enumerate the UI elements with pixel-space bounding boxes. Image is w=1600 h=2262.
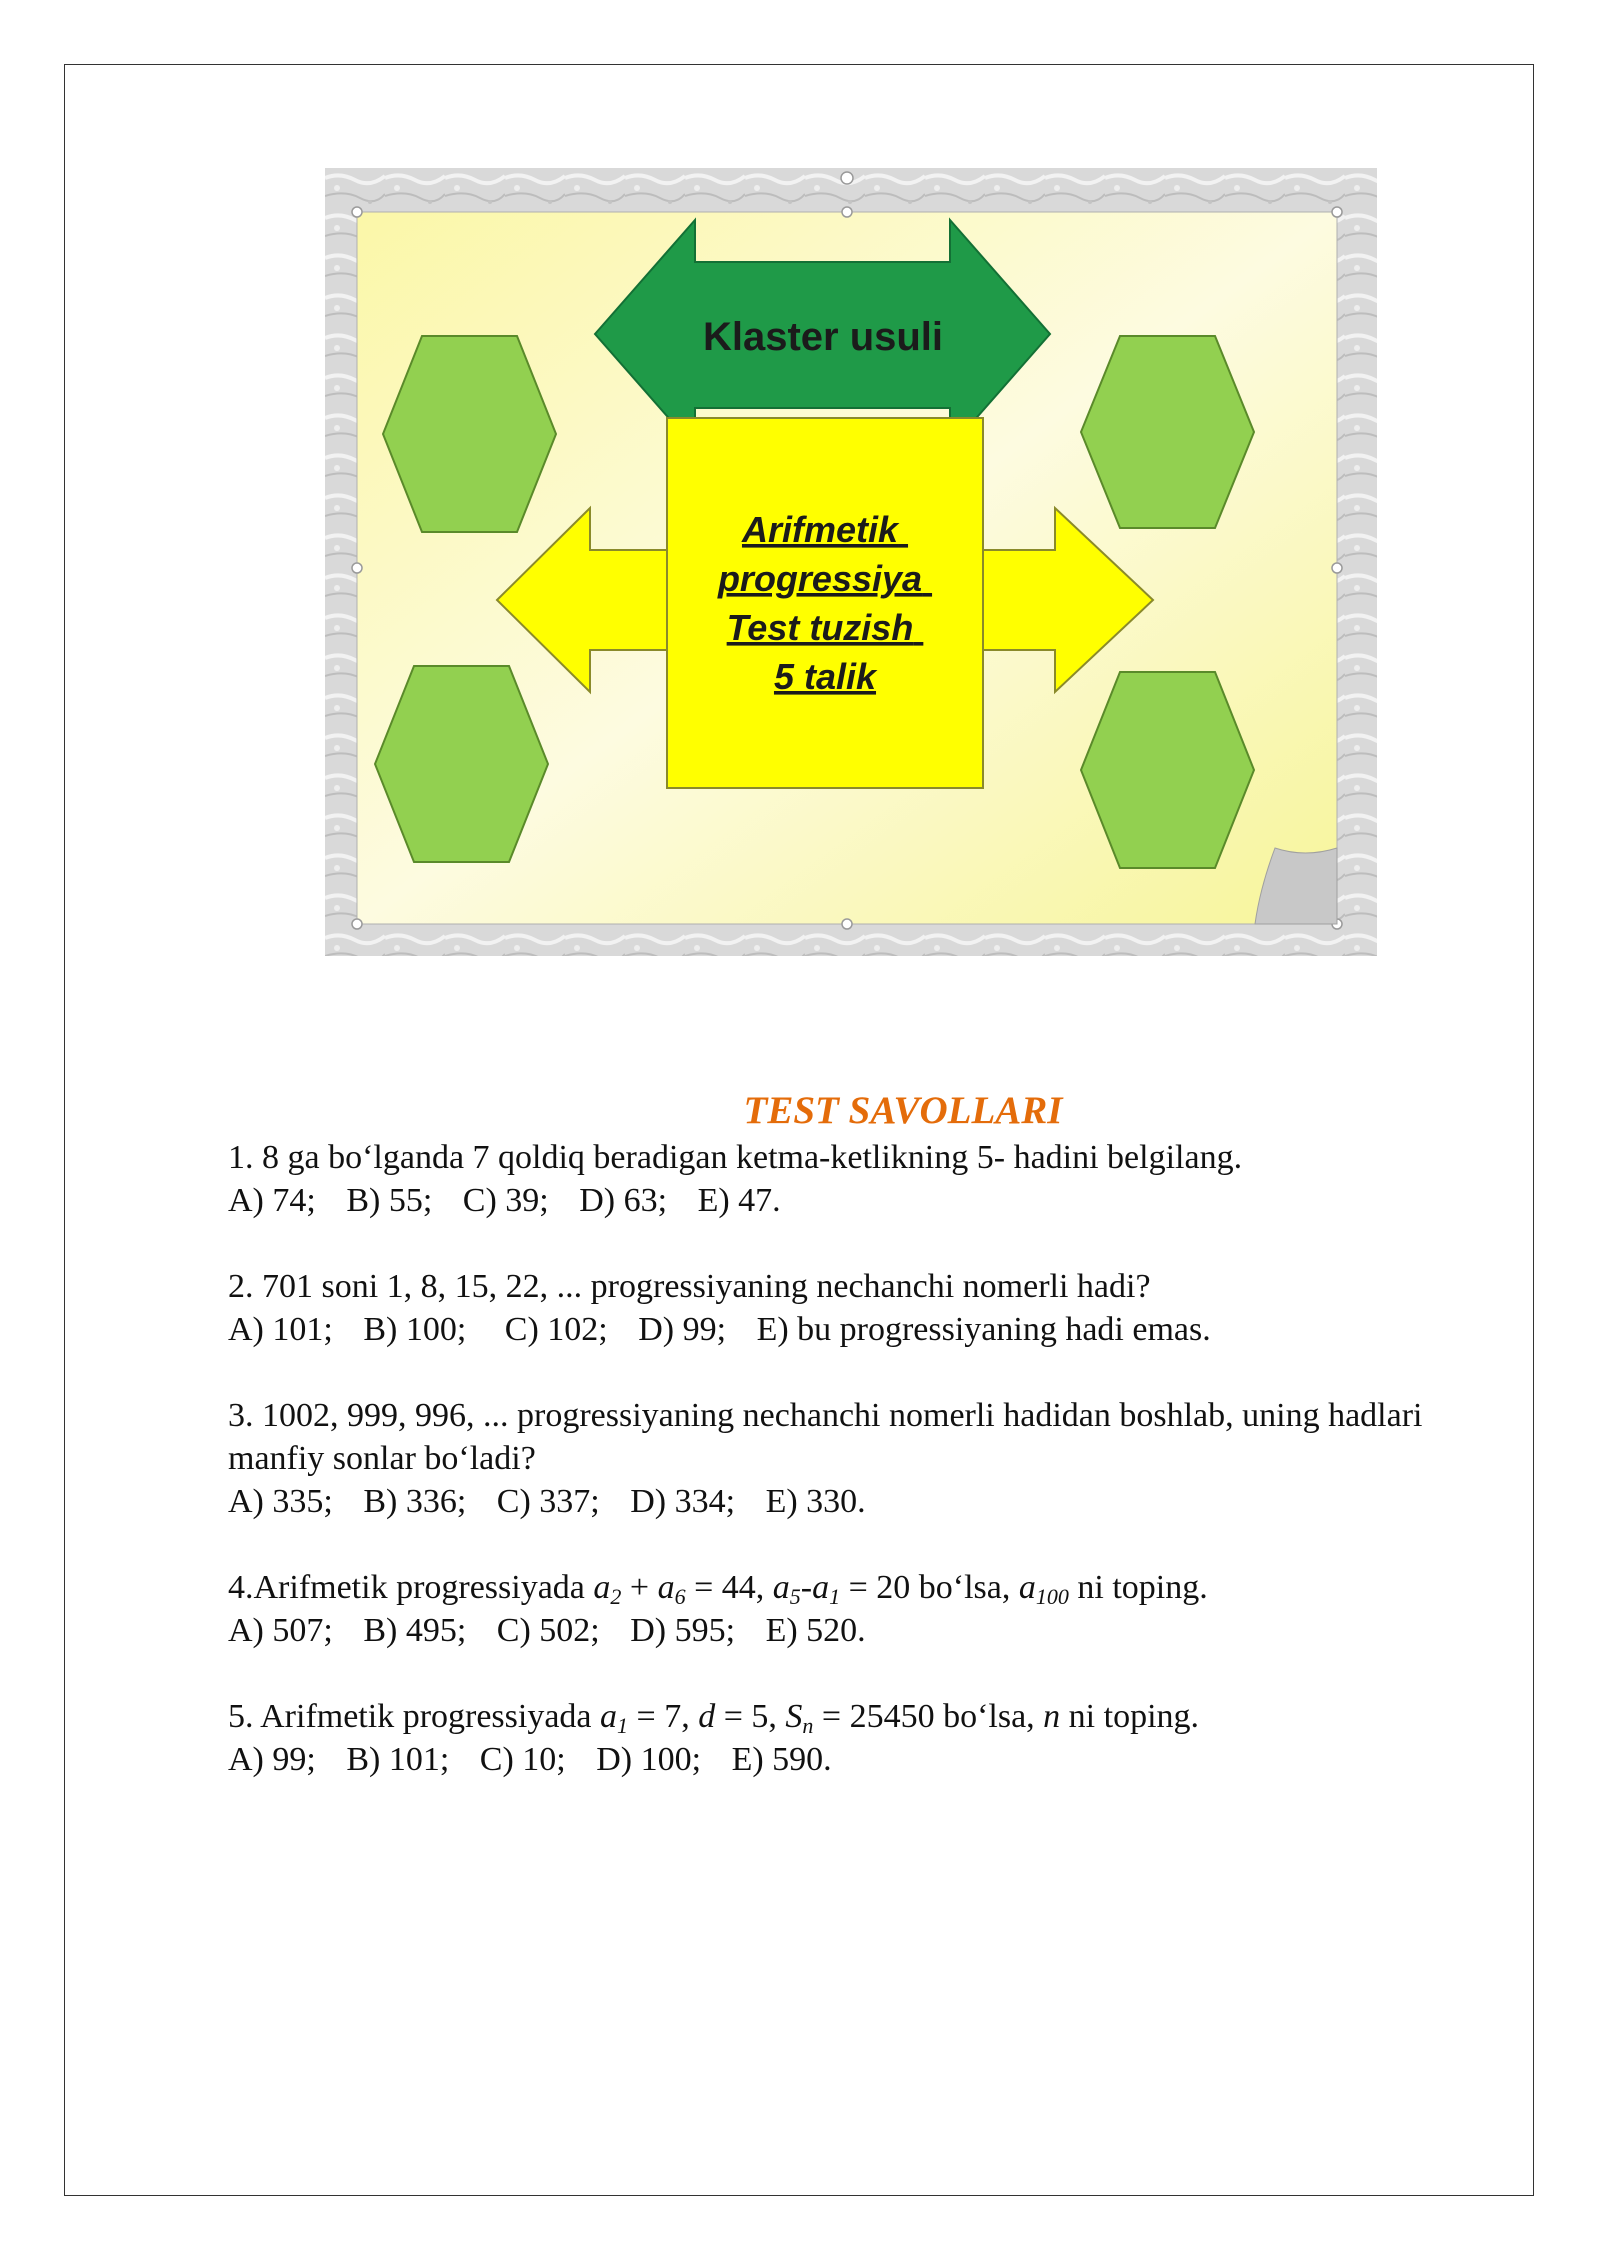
answer-option: A) 335; [228,1483,333,1520]
answer-option: A) 99; [228,1741,316,1778]
answer-options [228,1609,1448,1652]
answer-option: B) 55; [346,1182,433,1219]
answer-option: C) 337; [496,1483,600,1520]
answer-options [228,1179,1448,1222]
slide-arrow-label: Klaster usuli [702,315,944,359]
question-4 [228,1566,1448,1652]
answer-option: E) 590. [731,1741,832,1778]
cluster-diagram-image [325,168,1377,956]
answer-options [228,1738,1448,1781]
answer-option: D) 99; [638,1311,727,1348]
answer-option: A) 507; [228,1612,333,1649]
answer-option: B) 100; [363,1311,467,1348]
answer-options [228,1308,1448,1351]
answer-option: C) 39; [462,1182,549,1219]
answer-option: B) 336; [363,1483,467,1520]
answer-option: E) 330. [765,1483,866,1520]
answer-option: C) 102; [504,1311,608,1348]
question-3 [228,1394,1448,1523]
answer-option: D) 334; [630,1483,736,1520]
answer-option: E) bu progressiyaning hadi emas. [756,1311,1211,1348]
answer-option: A) 101; [228,1311,333,1348]
answer-options [228,1480,1448,1523]
question-text: 3. 1002, 999, 996, ... progressiyaning nechanchi nomerli hadidan boshlab, uning hadlari manfiy sonlar bo‘ladi? [228,1397,1423,1477]
question-text: 1. 8 ga bo‘lganda 7 qoldiq beradigan ketma-ketlikning 5- hadini belgilang. [228,1139,1243,1176]
test-title: TEST SAVOLLARI [743,1089,1063,1132]
answer-option: C) 502; [496,1612,600,1649]
question-5 [228,1695,1448,1781]
center-line-4: 5 talik [773,656,877,697]
question-text: 5. Arifmetik progressiyada $a_1 = 7$, d = 5, $S_n = 25450$ bo‘lsa, n ni toping. [228,1698,1200,1738]
answer-option: D) 595; [630,1612,736,1649]
question-text: 2. 701 soni 1, 8, 15, 22, ... progressiyaning nechanchi nomerli hadi? [228,1268,1151,1305]
questions-list [228,1136,1448,1824]
question-text: 4.Arifmetik progressiyada $a_2 + a_6 = 44$, $a_5-a_1 = 20$ bo‘lsa, $a_{100}$ ni toping. [228,1569,1208,1609]
answer-option: D) 100; [596,1741,702,1778]
center-box [667,418,983,788]
center-line-1: Arifmetik [741,509,899,550]
question-1 [228,1136,1448,1222]
answer-option: D) 63; [579,1182,668,1219]
answer-option: B) 101; [346,1741,450,1778]
answer-option: E) 47. [697,1182,781,1219]
center-line-3: Test tuzish [726,607,914,648]
question-2 [228,1265,1448,1351]
answer-option: A) 74; [228,1182,316,1219]
answer-option: E) 520. [765,1612,866,1649]
center-line-2: progressiya [717,558,923,599]
answer-option: C) 10; [479,1741,566,1778]
answer-option: B) 495; [363,1612,467,1649]
